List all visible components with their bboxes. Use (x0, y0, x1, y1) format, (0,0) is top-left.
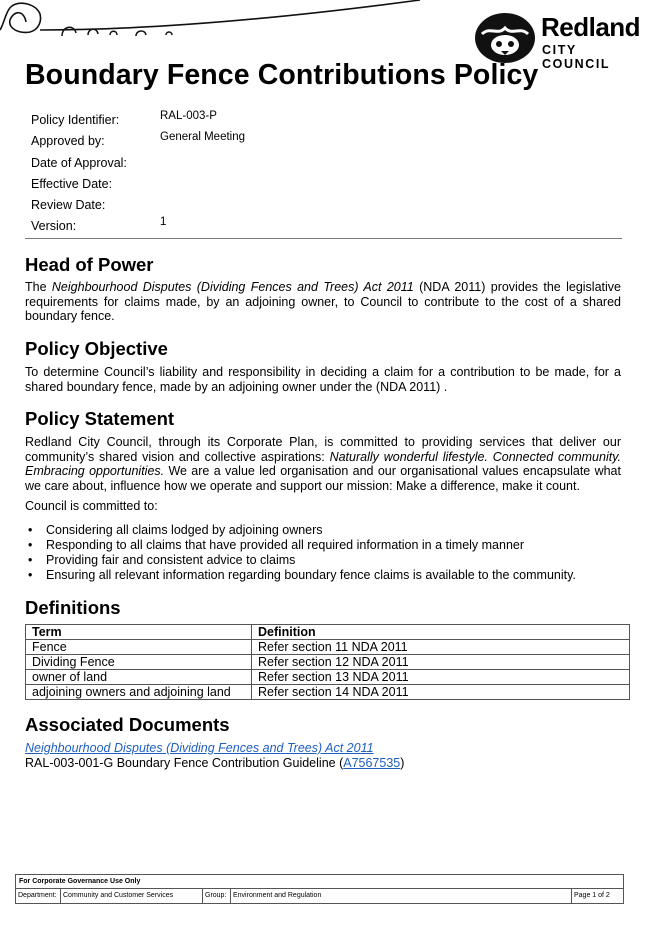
group-value: Environment and Regulation (231, 889, 572, 903)
statement-text (25, 435, 621, 494)
statement-post: We are a value led organisation and our organisational values encapsulate what we care about, influence how we operate and support our mission: Make a difference, make it count. (25, 464, 621, 494)
act-name: Neighbourhood Disputes (Dividing Fences and Trees) Act 2011 (51, 280, 414, 294)
bullet-icon: • (28, 523, 33, 537)
redland-logo (474, 12, 642, 71)
department-value: Community and Customer Services (61, 889, 203, 903)
table-header-row (26, 625, 630, 640)
brand-name: Redland (541, 12, 641, 42)
table-cell: owner of land (26, 670, 252, 685)
page-title: Boundary Fence Contributions Policy (25, 59, 539, 91)
list-item (25, 568, 621, 583)
meta-row (25, 195, 622, 216)
objective-text: To determine Council’s liability and responsibility in deciding a claim for a contribution to be made, for a shared boundary fence, made by an adjoining owner under the (NDA 2011) . (25, 365, 621, 394)
meta-row (25, 153, 622, 174)
guideline-text: RAL-003-001-G Boundary Fence Contribution Guideline ( (25, 756, 344, 770)
table-cell: Refer section 14 NDA 2011 (252, 685, 630, 700)
list-item (25, 553, 621, 568)
list-item-text: Considering all claims lodged by adjoining owners (46, 523, 323, 537)
meta-row (25, 110, 622, 131)
section-heading-objective: Policy Objective (25, 338, 168, 359)
statement-vision: Naturally wonderful lifestyle. Connected community. Embracing opportunities. (25, 449, 622, 479)
table-cell: Refer section 13 NDA 2011 (252, 670, 630, 685)
meta-value: General Meeting (160, 131, 246, 144)
list-item-text: Ensuring all relevant information regarding boundary fence claims is available to the community. (46, 568, 576, 583)
meta-value: 1 (160, 216, 167, 229)
meta-row (25, 131, 622, 152)
act-link[interactable]: Neighbourhood Disputes (Dividing Fences and Trees) Act 2011 (25, 741, 374, 755)
table-cell: adjoining owners and adjoining land (26, 685, 252, 700)
column-header: Term (26, 625, 252, 640)
table-row (26, 685, 630, 700)
redland-seal-icon (474, 12, 536, 64)
head-of-power-text (25, 280, 621, 324)
guideline-close: ) (400, 756, 405, 770)
page-number: Page 1 of 2 (574, 892, 610, 899)
associated-link-line (25, 741, 374, 756)
statement-pre: Redland City Council, through its Corporate Plan, is committed to providing services that deliver our community’s shared vision and collective aspirations: (25, 435, 621, 464)
group-label: Group: (203, 889, 231, 903)
section-heading-definitions: Definitions (25, 597, 121, 618)
associated-guideline (25, 756, 404, 771)
meta-label: Effective Date: (31, 176, 113, 191)
head-of-power-pre: The (25, 280, 52, 294)
bullet-icon: • (28, 568, 33, 583)
table-row (26, 670, 630, 685)
meta-label: Policy Identifier: (31, 113, 120, 127)
list-item (25, 538, 621, 553)
meta-label: Review Date: (31, 198, 106, 213)
commitment-list (25, 523, 621, 583)
table-row (26, 655, 630, 670)
table-cell: Dividing Fence (26, 655, 252, 670)
table-row (26, 640, 630, 655)
meta-label: Version: (31, 219, 77, 234)
meta-label: Approved by: (31, 134, 105, 149)
header-decoration (0, 0, 460, 45)
brand-subtitle: CITY COUNCIL (542, 43, 611, 71)
bullet-icon: • (28, 538, 33, 553)
governance-footer (15, 874, 624, 904)
meta-row (25, 216, 622, 237)
section-heading-associated: Associated Documents (25, 714, 230, 735)
department-label: Department: (16, 889, 61, 903)
meta-value: RAL-003-P (160, 110, 217, 122)
column-header: Definition (252, 625, 630, 640)
footer-row (16, 889, 623, 903)
footer-header: For Corporate Governance Use Only (16, 875, 623, 889)
definitions-table (25, 624, 630, 700)
policy-metadata (25, 110, 622, 239)
table-cell: Refer section 11 NDA 2011 (252, 640, 630, 655)
list-item (25, 523, 621, 538)
section-heading-statement: Policy Statement (25, 408, 175, 429)
head-of-power-post: (NDA 2011) provides the legislative requirements for claims made, by an adjoining owner, to Council to contribute to the cost of a shared boundary fence. (25, 280, 621, 324)
guideline-link[interactable]: A7567535 (343, 756, 401, 770)
bullet-icon: • (28, 553, 33, 568)
meta-label: Date of Approval: (31, 155, 127, 170)
section-heading-head-of-power: Head of Power (25, 254, 154, 275)
list-item-text: Providing fair and consistent advice to claims (46, 553, 296, 568)
statement-commitment: Council is committed to: (25, 499, 158, 513)
table-cell: Fence (26, 640, 252, 655)
table-cell: Refer section 12 NDA 2011 (252, 655, 630, 670)
list-item-text: Responding to all claims that have provided all required information in a timely manner (46, 538, 525, 553)
meta-row (25, 174, 622, 195)
